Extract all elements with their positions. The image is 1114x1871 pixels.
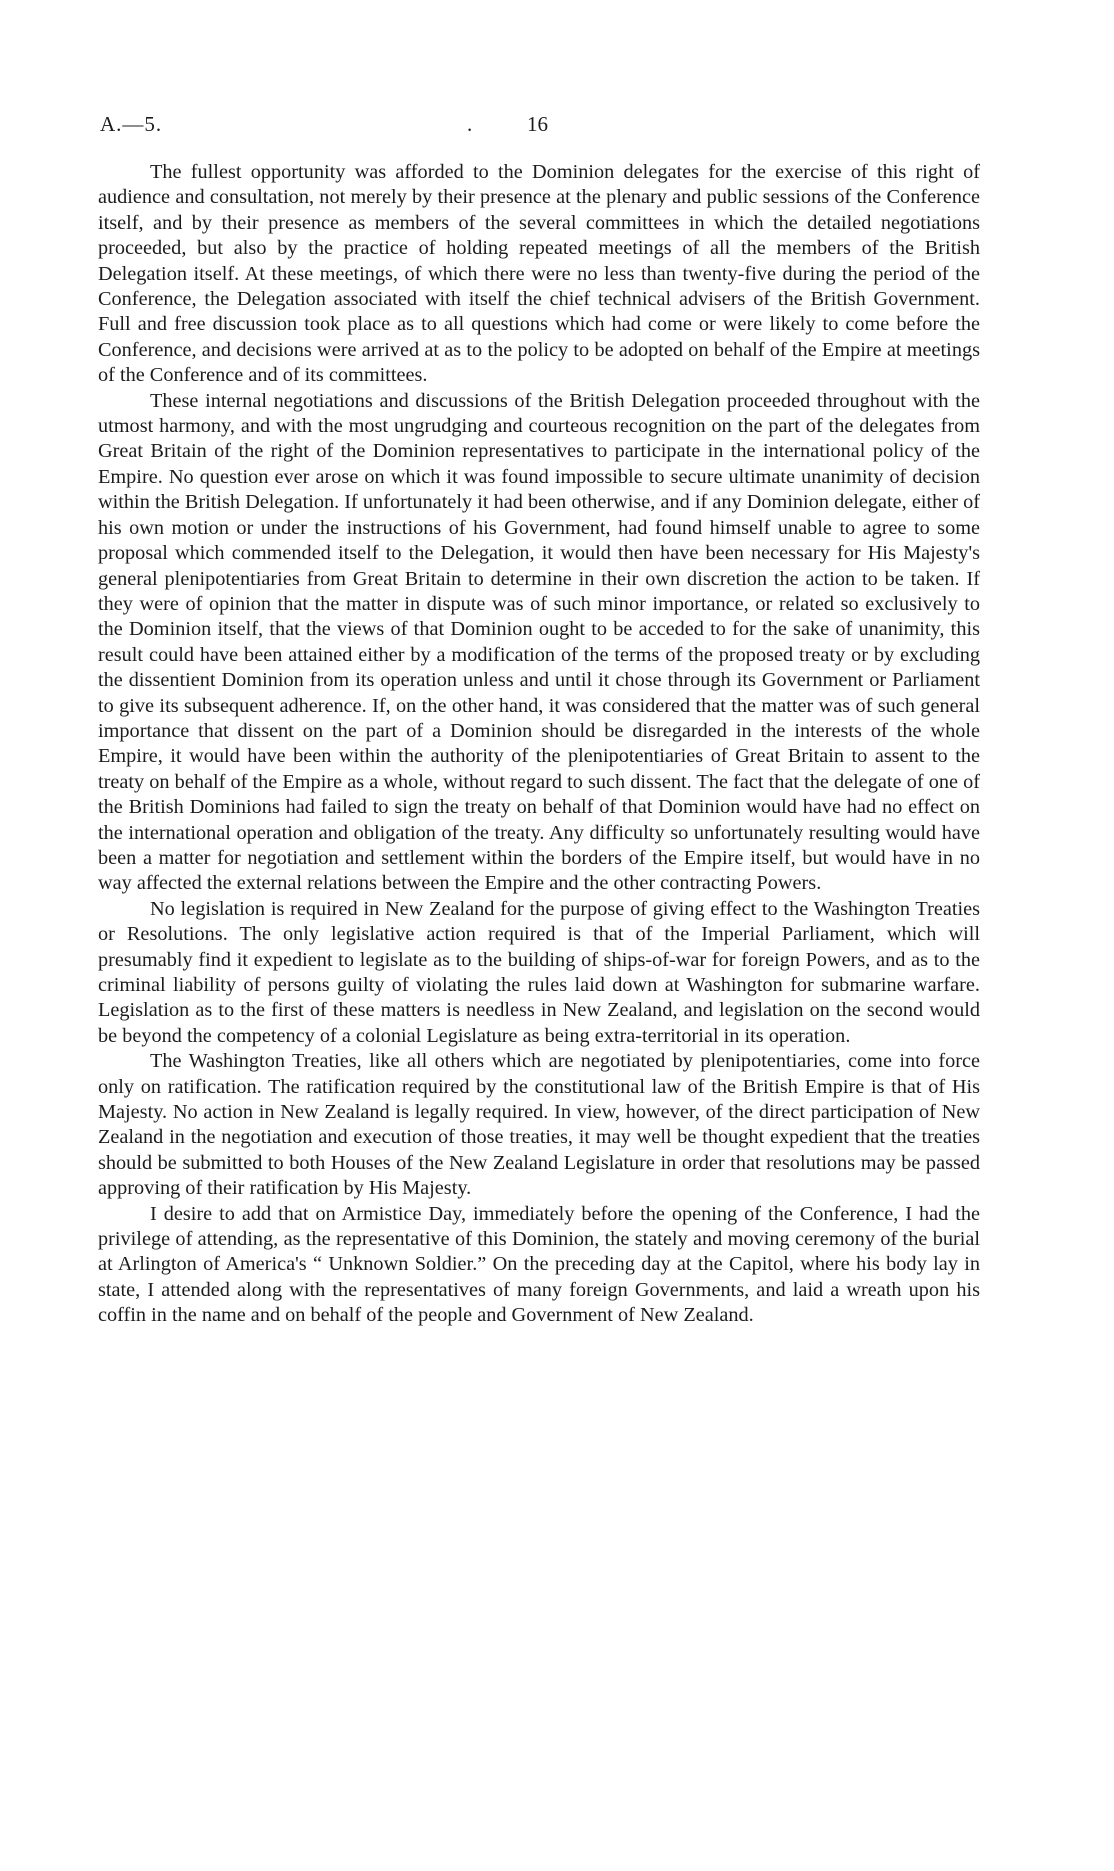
document-reference: A.—5. <box>100 112 163 136</box>
paragraph-dominion-delegates: The fullest opportunity was afforded to the Dominion delegates for the exercise of this right of audience and consultation, not merely by their presence at the plenary and public sessions of the Conference itself, and by their presence as members of the several committees in which the detailed negotiations proceeded, but also by the practice of holding repeated meetings of all the members of the British Delegation itself. At these meetings, of which there were no less than twenty-five during the period of the Conference, the Delegation associated with itself the chief technical advisers of the British Government. Full and free discussion took place as to all questions which had come or were likely to come before the Conference, and decisions were arrived at as to the policy to be adopted on behalf of the Empire at meetings of the Conference and of its committees. <box>98 161 980 387</box>
body-text <box>98 160 980 1329</box>
page-header <box>100 112 980 142</box>
paragraph-legislation: No legislation is required in New Zealand for the purpose of giving effect to the Washington Treaties or Resolutions. The only legislative action required is that of the Imperial Parliament, which will presumably find it expedient to legislate as to the building of ships-of-war for foreign Powers, and as to the criminal liability of persons guilty of violating the rules laid down at Washington for submarine warfare. Legislation as to the first of these matters is needless in New Zealand, and legislation on the second would be beyond the competency of a colonial Legislature as being extra-territorial in its operation. <box>98 897 980 1047</box>
paragraph-armistice-day: I desire to add that on Armistice Day, immediately before the opening of the Conference, I had the privilege of attending, as the representative of this Dominion, the stately and moving ceremony of the burial at Arlington of America's “ Unknown Soldier.” On the preceding day at the Capitol, where his body lay in state, I attended along with the representatives of many foreign Governments, and laid a wreath upon his coffin in the name and on behalf of the people and Government of New Zealand. <box>98 1202 980 1327</box>
paragraph-internal-negotiations: These internal negotiations and discussions of the British Delegation proceeded throughout with the utmost harmony, and with the most ungrudging and courteous recognition on the part of the delegates from Great Britain of the right of the Dominion representatives to participate in the international policy of the Empire. No question ever arose on which it was found impossible to secure ultimate unanimity of decision within the British Delegation. If unfortunately it had been otherwise, and if any Dominion delegate, either of his own motion or under the instructions of his Government, had found himself unable to agree to some proposal which commended itself to the Delegation, it would then have been necessary for His Majesty's general plenipotentiaries from Great Britain to determine in their own discretion the action to be taken. If they were of opinion that the matter in dispute was of such minor importance, or related so exclusively to the Dominion itself, that the views of that Dominion ought to be acceded to for the sake of unanimity, this result could have been attained either by a modification of the terms of the proposed treaty or by excluding the dissentient Dominion from its operation unless and until it chose through its Government or Parliament to give its subsequent adherence. If, on the other hand, it was considered that the matter was of such general importance that dissent on the part of a Dominion should be disregarded in the interests of the whole Empire, it would have been within the authority of the plenipotentiaries of Great Britain to assent to the treaty on behalf of the Empire as a whole, without regard to such dissent. The fact that the delegate of one of the British Dominions had failed to sign the treaty on behalf of that Dominion would have had no effect on the international operation and obligation of the treaty. Any difficulty so unfortunately resulting would have been a matter for negotiation and settlement within the borders of the Empire itself, but would have in no way affected the external relations between the Empire and the other contracting Powers. <box>98 389 980 895</box>
page-number: 16 <box>527 112 548 136</box>
paragraph-ratification: The Washington Treaties, like all others which are negotiated by plenipotentiaries, come into force only on ratification. The ratification required by the constitutional law of the British Empire is that of His Majesty. No action in New Zealand is legally required. In view, however, of the direct participation of New Zealand in the negotiation and execution of those treaties, it may well be thought expedient that the treaties should be submitted to both Houses of the New Zealand Legislature in order that resolutions may be passed approving of their ratification by His Majesty. <box>98 1050 980 1200</box>
header-dot: . <box>467 112 473 136</box>
